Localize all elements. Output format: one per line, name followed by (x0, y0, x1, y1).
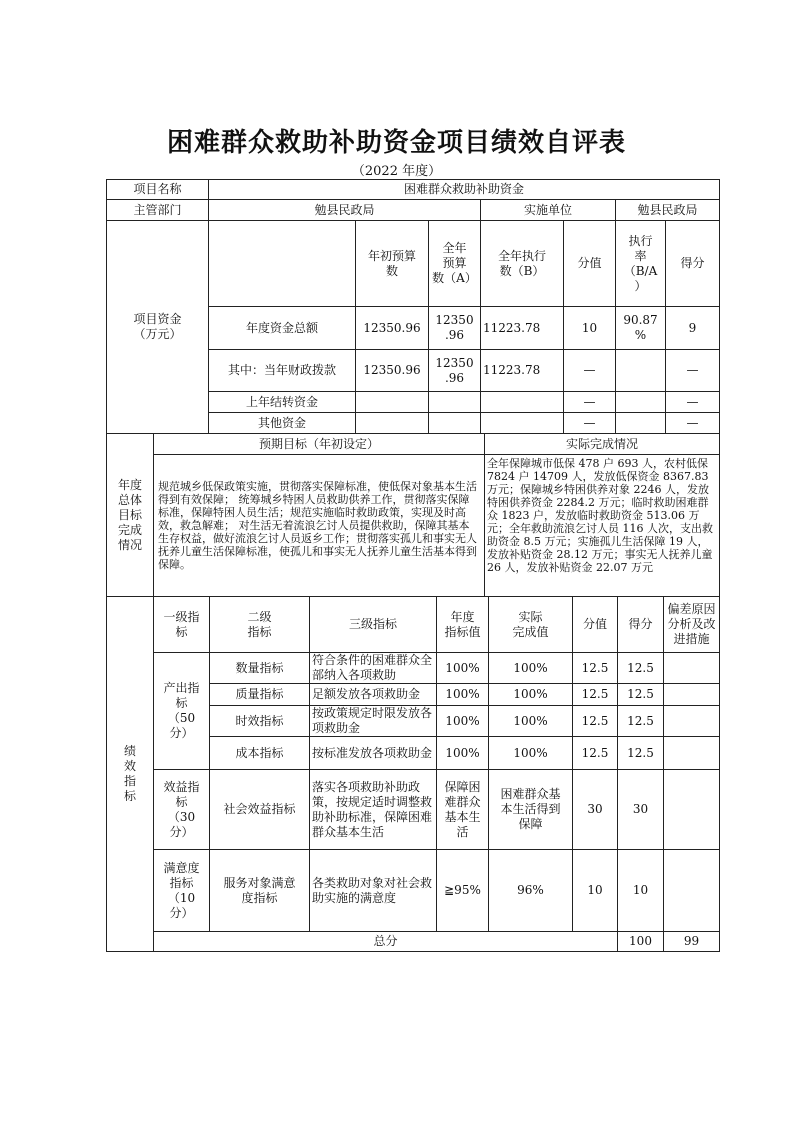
goals-table (106, 433, 720, 597)
header-exec-rate: 执行 率 （B/A ） (616, 221, 666, 307)
funds-row-exec (481, 413, 564, 434)
funds-row-rate (616, 392, 666, 413)
funds-label: 项目资金 （万元） (107, 221, 209, 434)
score: 12.5 (618, 653, 664, 684)
score-value: 12.5 (573, 684, 618, 706)
perf-header-score: 得分 (618, 597, 664, 653)
performance-table (106, 596, 720, 952)
deviation (664, 653, 720, 684)
actual-value: 100% (489, 653, 573, 684)
benefit-indicator-label: 效益指 标 （30 分） (154, 770, 210, 850)
actual-result-header: 实际完成情况 (485, 434, 720, 455)
impl-label: 实施单位 (481, 200, 616, 221)
deviation (664, 770, 720, 850)
funds-table (106, 179, 720, 434)
deviation (664, 684, 720, 706)
funds-row-exec: 11223.78 (481, 307, 564, 350)
target-value: 100% (437, 653, 489, 684)
score: 10 (618, 850, 664, 932)
funds-row-name: 年度资金总额 (209, 307, 356, 350)
header-annual-budget: 全年 预算 数（A） (429, 221, 481, 307)
deviation (664, 706, 720, 737)
perf-header-level2: 二级 指标 (210, 597, 310, 653)
funds-row-name: 其中：当年财政拨款 (209, 350, 356, 392)
level2-indicator: 时效指标 (210, 706, 310, 737)
output-indicator-label: 产出指 标 （50 分） (154, 653, 210, 770)
level2-indicator: 成本指标 (210, 737, 310, 770)
actual-value: 100% (489, 684, 573, 706)
total-label: 总分 (154, 932, 618, 952)
target-value: 100% (437, 706, 489, 737)
funds-row-value: 10 (564, 307, 616, 350)
score: 12.5 (618, 684, 664, 706)
funds-row-exec: 11223.78 (481, 350, 564, 392)
goals-label: 年度 总体 目标 完成 情况 (107, 434, 154, 597)
project-name-value: 困难群众救助补助资金 (209, 180, 720, 200)
expected-goal-text: 规范城乡低保政策实施，贯彻落实保障标准，使低保对象基本生活得到有效保障； 统筹城乡特困人员救助供养工作，贯彻落实保障标准，保障特困人员生活；规范实施临时救助政策，实现及时高效，救急解难； 对生活无着流浪乞讨人员提供救助，保障其基本生存权益，做好流浪乞讨人员返乡工作；贯彻落实孤儿和事实无人抚养儿童生活保障标准，使孤儿和事实无人抚养儿童生活基本得到保障。 (154, 455, 485, 597)
actual-value: 96% (489, 850, 573, 932)
header-annual-exec: 全年执行 数（B） (481, 221, 564, 307)
funds-row-score: 9 (666, 307, 720, 350)
funds-row-rate (616, 413, 666, 434)
actual-result-text: 全年保障城市低保 478 户 693 人，农村低保 7824 户 14709 人，发放低保资金 8367.83 万元；保障城乡特困供养对象 2246 人，发放特困供养资金 2284.2 万元；临时救助困难群众 1823 户，发放临时救助资金 513.06 万元；全年救助流浪乞讨人员 116 人次，支出救助资金 8.5 万元；实施孤儿生活保障 19 人，发放补贴资金 28.12 万元；事实无人抚养儿童 26 人，发放补贴资金 22.07 万元 (485, 455, 720, 597)
funds-row-value: — (564, 350, 616, 392)
expected-goal-header: 预期目标（年初设定） (154, 434, 485, 455)
level2-indicator: 质量指标 (210, 684, 310, 706)
dept-value: 勉县民政局 (209, 200, 481, 221)
funds-row-annual: 12350 .96 (429, 350, 481, 392)
level2-indicator: 社会效益指标 (210, 770, 310, 850)
level3-indicator: 符合条件的困难群众全部纳入各项救助 (310, 653, 437, 684)
funds-row-name: 上年结转资金 (209, 392, 356, 413)
level3-indicator: 按政策规定时限发放各项救助金 (310, 706, 437, 737)
perf-header-level3: 三级指标 (310, 597, 437, 653)
target-value: ≧95% (437, 850, 489, 932)
funds-row-score: — (666, 392, 720, 413)
funds-row-initial (356, 392, 429, 413)
score-value: 12.5 (573, 706, 618, 737)
perf-header-level1: 一级指 标 (154, 597, 210, 653)
score-value: 12.5 (573, 653, 618, 684)
score-value: 10 (573, 850, 618, 932)
funds-row-initial: 12350.96 (356, 350, 429, 392)
funds-header-blank (209, 221, 356, 307)
level2-indicator: 服务对象满意 度指标 (210, 850, 310, 932)
funds-row-name: 其他资金 (209, 413, 356, 434)
level3-indicator: 各类救助对象对社会救助实施的满意度 (310, 850, 437, 932)
funds-row-rate: 90.87 % (616, 307, 666, 350)
level3-indicator: 足额发放各项救助金 (310, 684, 437, 706)
actual-value: 100% (489, 706, 573, 737)
score: 30 (618, 770, 664, 850)
impl-value: 勉县民政局 (616, 200, 720, 221)
perf-header-target: 年度 指标值 (437, 597, 489, 653)
level3-indicator: 按标准发放各项救助金 (310, 737, 437, 770)
target-value: 保障困 难群众 基本生 活 (437, 770, 489, 850)
perf-header-value: 分值 (573, 597, 618, 653)
funds-row-score: — (666, 350, 720, 392)
perf-header-actual: 实际 完成值 (489, 597, 573, 653)
funds-row-annual: 12350 .96 (429, 307, 481, 350)
perf-header-deviation: 偏差原因 分析及改 进措施 (664, 597, 720, 653)
funds-row-annual (429, 392, 481, 413)
funds-row-exec (481, 392, 564, 413)
actual-value: 困难群众基 本生活得到 保障 (489, 770, 573, 850)
deviation (664, 850, 720, 932)
total-value: 100 (618, 932, 664, 952)
target-value: 100% (437, 684, 489, 706)
year-subtitle: （2022 年度） (351, 164, 442, 179)
score-value: 12.5 (573, 737, 618, 770)
perf-label: 绩 效 指 标 (107, 597, 154, 952)
funds-row-initial: 12350.96 (356, 307, 429, 350)
header-score-value: 分值 (564, 221, 616, 307)
dept-label: 主管部门 (107, 200, 209, 221)
score: 12.5 (618, 737, 664, 770)
satisfaction-indicator-label: 满意度 指标 （10 分） (154, 850, 210, 932)
page-title: 困难群众救助补助资金项目绩效自评表 (166, 128, 626, 158)
header-score: 得分 (666, 221, 720, 307)
level3-indicator: 落实各项救助补助政策，按规定适时调整救助补助标准，保障困难群众基本生活 (310, 770, 437, 850)
funds-row-value: — (564, 413, 616, 434)
deviation (664, 737, 720, 770)
score: 12.5 (618, 706, 664, 737)
funds-row-score: — (666, 413, 720, 434)
level2-indicator: 数量指标 (210, 653, 310, 684)
funds-row-annual (429, 413, 481, 434)
actual-value: 100% (489, 737, 573, 770)
header-initial-budget: 年初预算 数 (356, 221, 429, 307)
funds-row-rate (616, 350, 666, 392)
total-score: 99 (664, 932, 720, 952)
project-name-label: 项目名称 (107, 180, 209, 200)
score-value: 30 (573, 770, 618, 850)
funds-row-value: — (564, 392, 616, 413)
funds-row-initial (356, 413, 429, 434)
target-value: 100% (437, 737, 489, 770)
